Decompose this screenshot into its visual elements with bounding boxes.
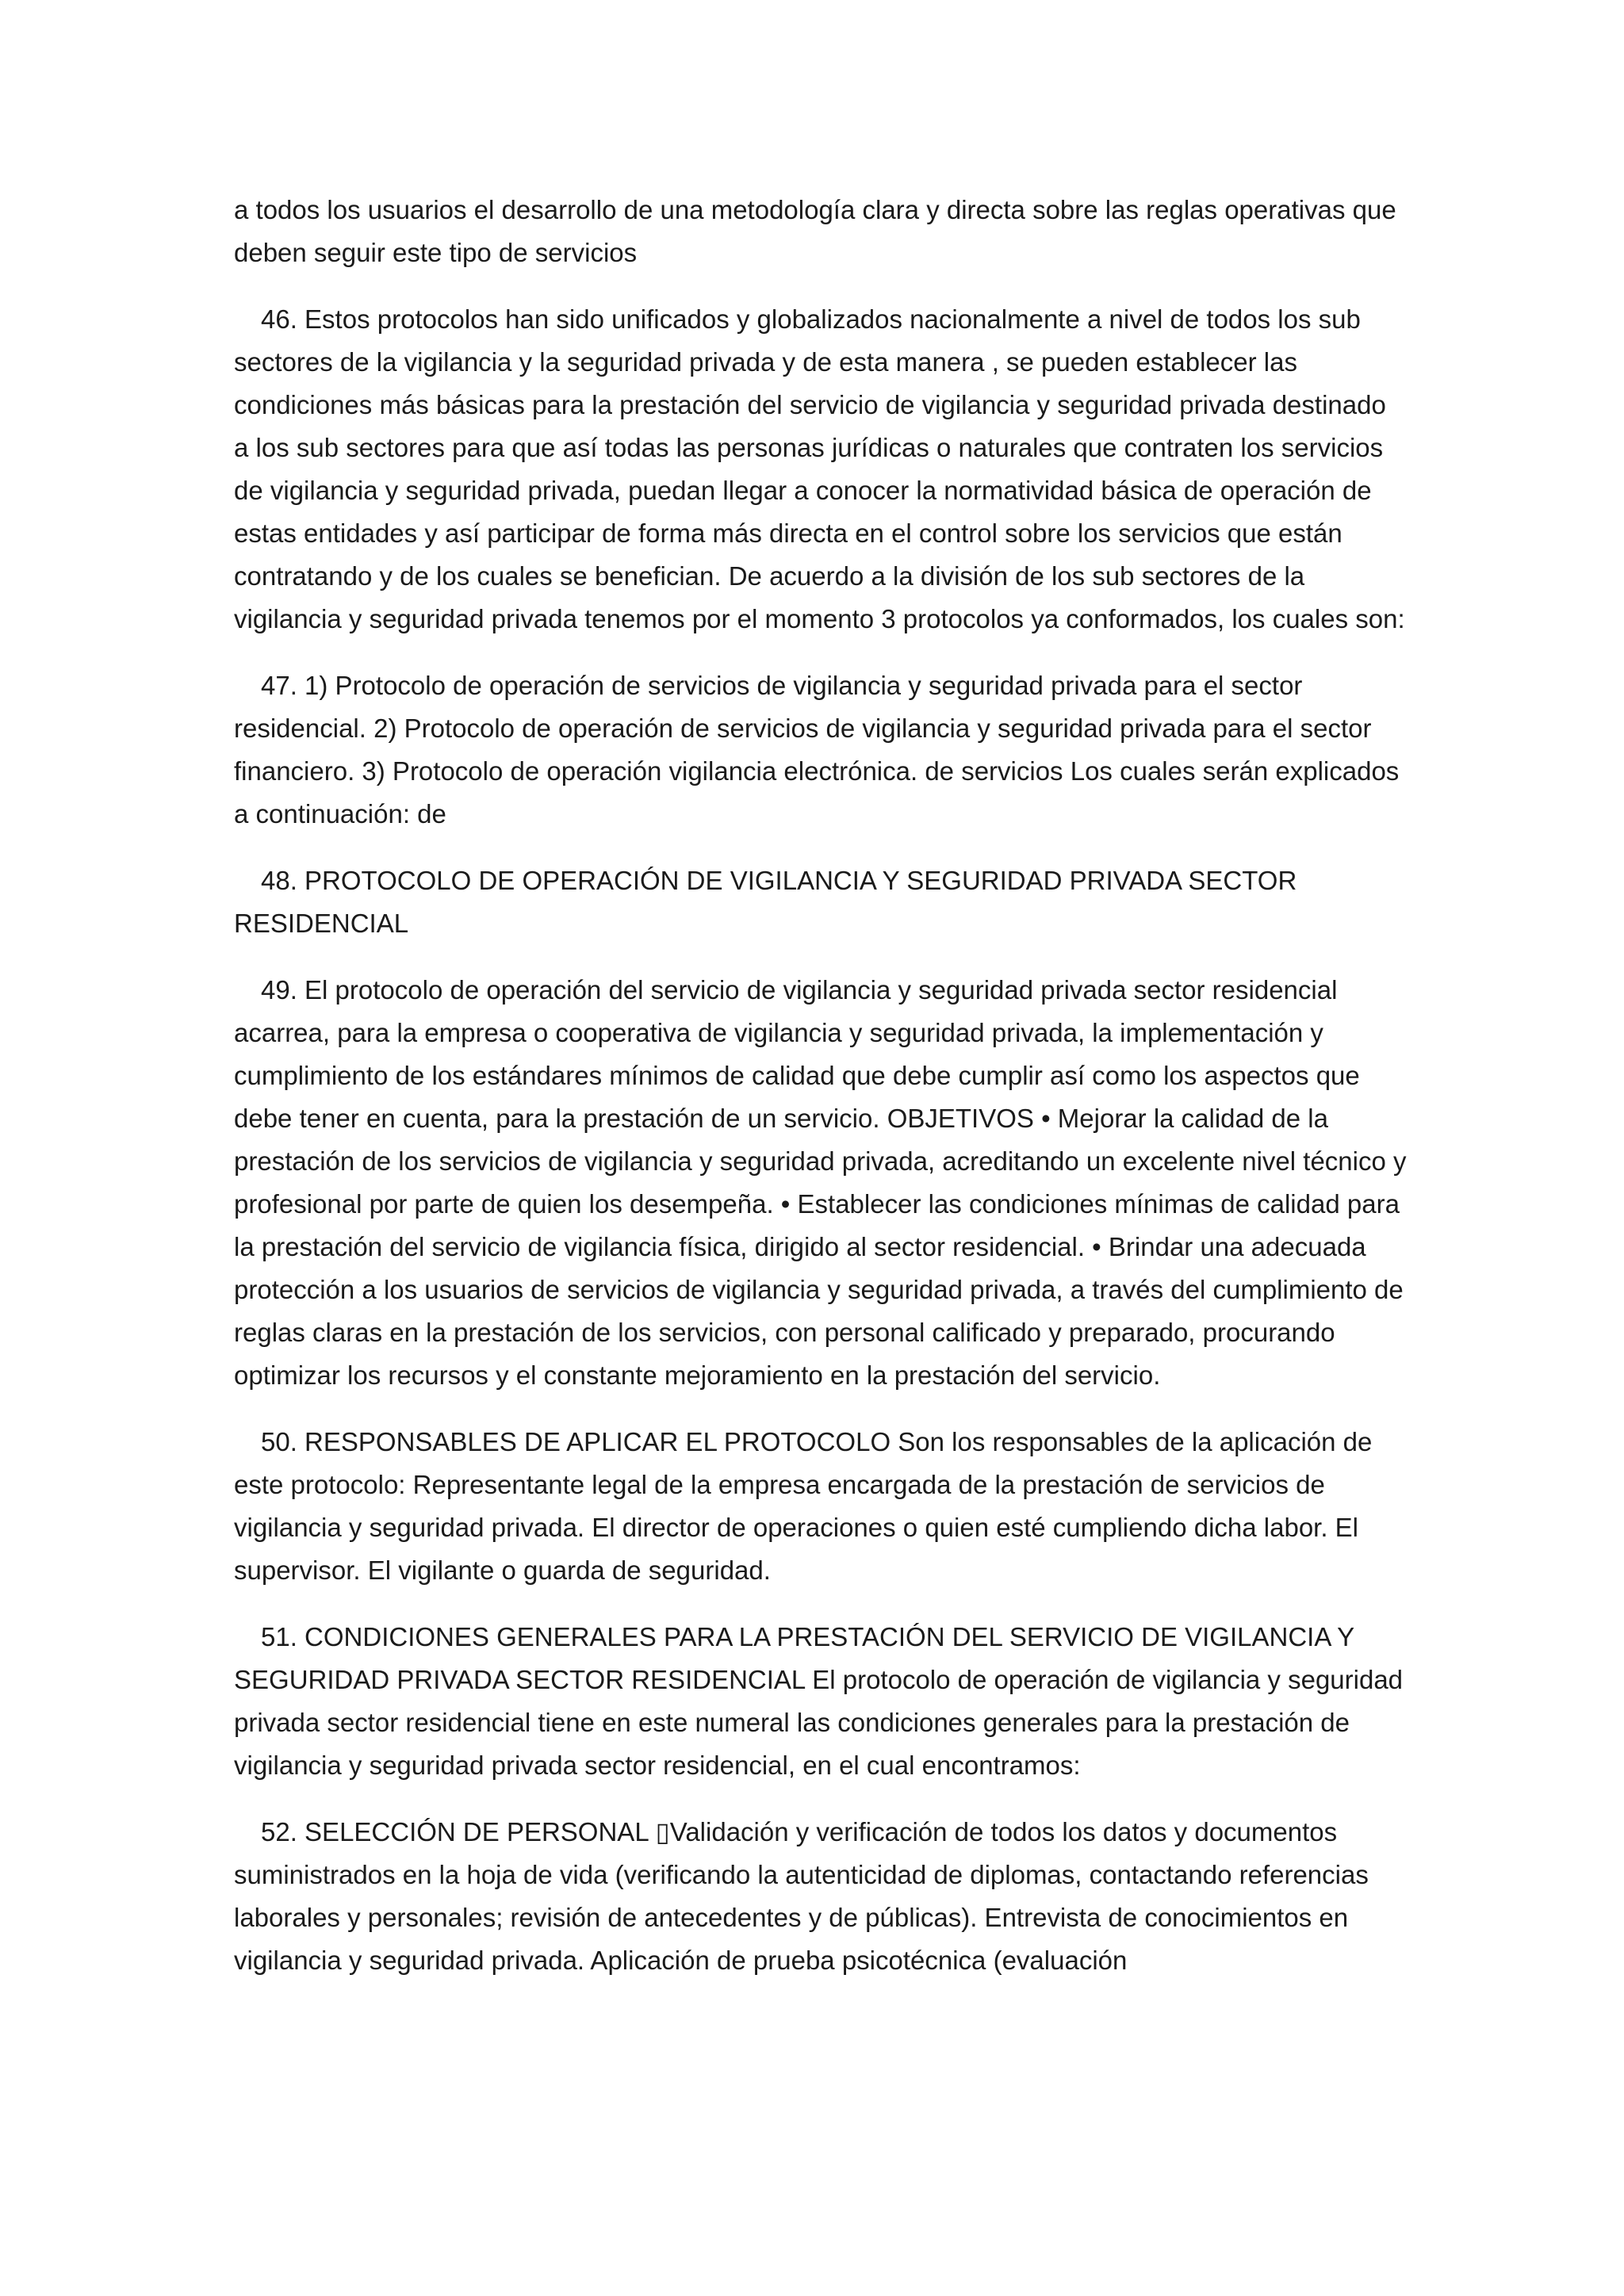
paragraph-48-heading: 48. PROTOCOLO DE OPERACIÓN DE VIGILANCIA Y SEGURIDAD PRIVADA SECTOR RESIDENCIAL bbox=[234, 866, 1297, 938]
paragraph-49: 49. El protocolo de operación del servicio de vigilancia y seguridad privada sector residencial acarrea, para la empresa o cooperativa de vigilancia y seguridad privada, la implementación y cumplimiento de los estándares mínimos de calidad que debe cumplir así como los aspectos que debe tener en cuenta, para la prestación de un servicio. OBJETIVOS • Mejorar la calidad de la prestación de los servicios de vigilancia y seguridad privada, acreditando un excelente nivel técnico y profesional por parte de quien los desempeña. • Establecer las condiciones mínimas de calidad para la prestación del servicio de vigilancia física, dirigido al sector residencial. • Brindar una adecuada protección a los usuarios de servicios de vigilancia y seguridad privada, a través del cumplimiento de reglas claras en la prestación de los servicios, con personal calificado y preparado, procurando optimizar los recursos y el constante mejoramiento en la prestación del servicio. bbox=[234, 975, 1407, 1390]
paragraph-46: 46. Estos protocolos han sido unificados y globalizados nacionalmente a nivel de todos los sub sectores de la vigilancia y la seguridad privada y de esta manera , se pueden establecer las condiciones más básicas para la prestación del servicio de vigilancia y seguridad privada destinado a los sub sectores para que así todas las personas jurídicas o naturales que contraten los servicios de vigilancia y seguridad privada, puedan llegar a conocer la normatividad básica de operación de estas entidades y así participar de forma más directa en el control sobre los servicios que están contratando y de los cuales se benefician. De acuerdo a la división de los sub sectores de la vigilancia y seguridad privada tenemos por el momento 3 protocolos ya conformados, los cuales son: bbox=[234, 304, 1405, 633]
paragraph-51: 51. CONDICIONES GENERALES PARA LA PRESTACIÓN DEL SERVICIO DE VIGILANCIA Y SEGURIDAD PRIVADA SECTOR RESIDENCIAL El protocolo de operación de vigilancia y seguridad privada sector residencial tiene en este numeral las condiciones generales para la prestación de vigilancia y seguridad privada sector residencial, en el cual encontramos: bbox=[234, 1622, 1404, 1780]
paragraph-52: 52. SELECCIÓN DE PERSONAL ▯Validación y verificación de todos los datos y documentos suministrados en la hoja de vida (verificando la autenticidad de diplomas, contactando referencias laborales y personales; revisión de antecedentes y de públicas). Entrevista de conocimientos en vigilancia y seguridad privada. Aplicación de prueba psicotécnica (evaluación bbox=[234, 1817, 1369, 1975]
paragraph-47: 47. 1) Protocolo de operación de servicios de vigilancia y seguridad privada para el sector residencial. 2) Protocolo de operación de servicios de vigilancia y seguridad privada para el sector financiero. 3) Protocolo de operación vigilancia electrónica. de servicios Los cuales serán explicados a continuación: de bbox=[234, 671, 1400, 828]
paragraph-continuation: a todos los usuarios el desarrollo de una metodología clara y directa sobre las reglas operativas que deben seguir este tipo de servicios bbox=[234, 195, 1396, 267]
document-body bbox=[234, 189, 1408, 2006]
paragraph-50: 50. RESPONSABLES DE APLICAR EL PROTOCOLO Son los responsables de la aplicación de este protocolo: Representante legal de la empresa encargada de la prestación de servicios de vigilancia y seguridad privada. El director de operaciones o quien esté cumpliendo dicha labor. El supervisor. El vigilante o guarda de seguridad. bbox=[234, 1427, 1373, 1585]
